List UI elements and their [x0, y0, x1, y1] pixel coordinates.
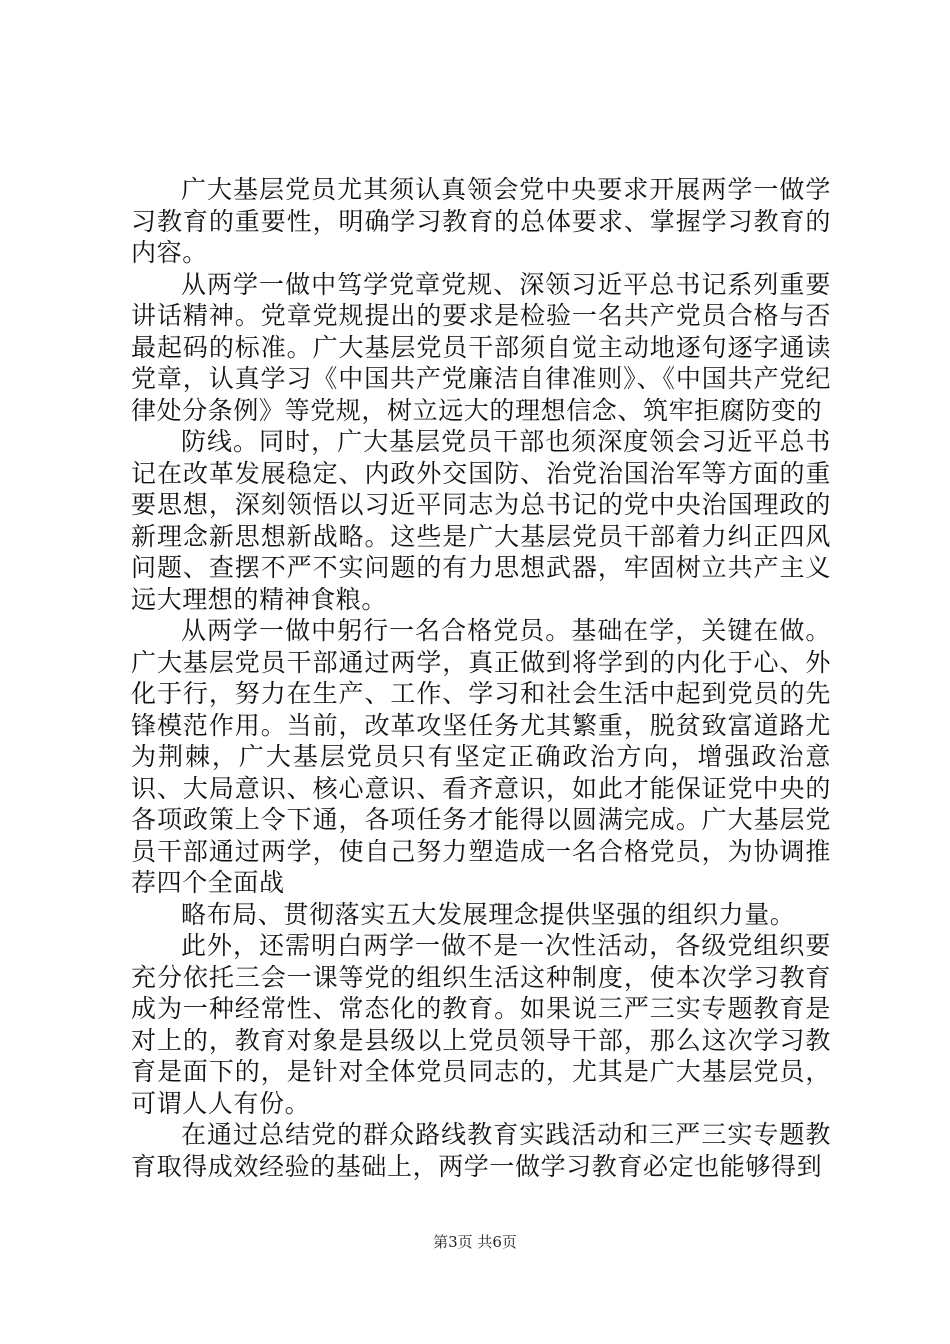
- paragraph-3: 防线。同时，广大基层党员干部也须深度领会习近平总书记在改革发展稳定、内政外交国防、治党治国治军等方面的重要思想，深刻领悟以习近平同志为总书记的党中央治国理政的新理念新思想新战略。这些是广大基层党员干部着力纠正四风问题、查摆不严不实问题的有力思想武器，牢固树立共产主义远大理想的精神食粮。: [131, 427, 831, 614]
- page-number-footer: 第3页 共6页: [433, 1233, 517, 1251]
- paragraph-4: 从两学一做中躬行一名合格党员。基础在学，关键在做。广大基层党员干部通过两学，真正做到将学到的内化于心、外化于行，努力在生产、工作、学习和社会生活中起到党员的先锋模范作用。当前，改革攻坚任务尤其繁重，脱贫致富道路尤为荆棘，广大基层党员只有坚定正确政治方向，增强政治意识、大局意识、核心意识、看齐意识，如此才能保证党中央的各项政策上令下通，各项任务才能得以圆满完成。广大基层党员干部通过两学，使自己努力塑造成一名合格党员，为协调推荐四个全面战: [131, 616, 831, 897]
- paragraph-5: 略布局、贯彻落实五大发展理念提供坚强的组织力量。: [181, 899, 796, 929]
- paragraph-1: 广大基层党员尤其须认真领会党中央要求开展两学一做学习教育的重要性，明确学习教育的总体要求、掌握学习教育的内容。: [131, 175, 831, 267]
- body-text: [131, 174, 831, 1182]
- paragraph-6: 此外，还需明白两学一做不是一次性活动，各级党组织要充分依托三会一课等党的组织生活这种制度，使本次学习教育成为一种经常性、常态化的教育。如果说三严三实专题教育是对上的，教育对象是县级以上党员领导干部，那么这次学习教育是面下的，是针对全体党员同志的，尤其是广大基层党员，可谓人人有份。: [131, 931, 831, 1118]
- paragraph-7: 在通过总结党的群众路线教育实践活动和三严三实专题教育取得成效经验的基础上，两学一做学习教育必定也能够得到: [131, 1120, 831, 1181]
- paragraph-2: 从两学一做中笃学党章党规、深领习近平总书记系列重要讲话精神。党章党规提出的要求是检验一名共产党员合格与否最起码的标准。广大基层党员干部须自觉主动地逐句逐字通读党章，认真学习《中国共产党廉洁自律准则》、《中国共产党纪律处分条例》等党规，树立远大的理想信念、筑牢拒腐防变的: [131, 269, 831, 425]
